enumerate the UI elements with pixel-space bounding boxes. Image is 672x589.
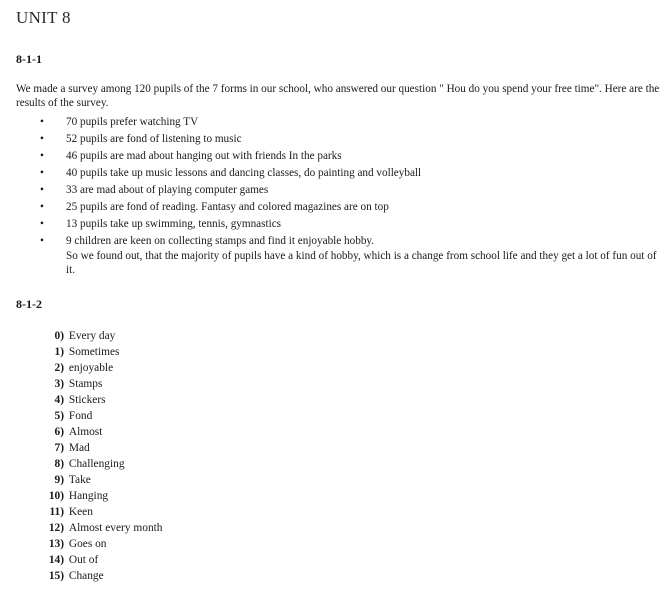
answer-item: [26, 472, 163, 488]
answer-word: Stamps: [68, 378, 103, 390]
survey-result-item: • 70 pupils prefer watching TV: [40, 114, 421, 131]
survey-result-item: • 9 children are keen on collecting stamps and find it enjoyable hobby.: [40, 233, 421, 250]
answer-word: Fond: [68, 410, 93, 422]
answer-word: Goes on: [68, 538, 107, 550]
answer-number: 14): [48, 554, 64, 566]
answer-word: Stickers: [68, 394, 106, 406]
section-heading-8-1-1: 8-1-1: [16, 52, 42, 66]
answer-number: 0): [54, 330, 64, 342]
answer-number: 9): [54, 474, 64, 486]
answer-number: 5): [54, 410, 64, 422]
answer-item: [26, 408, 163, 424]
answer-number: 2): [54, 362, 64, 374]
answer-item: [26, 392, 163, 408]
answer-word: Almost every month: [68, 522, 163, 534]
answer-item: [26, 328, 163, 344]
answer-number: 12): [48, 522, 64, 534]
survey-result-item: • 46 pupils are mad about hanging out with friends In the parks: [40, 148, 421, 165]
answer-item: [26, 520, 163, 536]
survey-results-list: [40, 114, 421, 250]
survey-conclusion: So we found out, that the majority of pupils have a kind of hobby, which is a change from school life and they get a lot of fun out of it.: [66, 250, 657, 276]
survey-result-item: • 40 pupils take up music lessons and dancing classes, do painting and volleyball: [40, 165, 421, 182]
answer-item: [26, 440, 163, 456]
answer-number: 10): [48, 490, 64, 502]
answer-word: Almost: [68, 426, 103, 438]
answer-item: [26, 504, 163, 520]
answer-item: [26, 360, 163, 376]
answer-item: [26, 456, 163, 472]
answer-number: 6): [54, 426, 64, 438]
answer-word: Change: [68, 570, 104, 582]
answer-item: [26, 536, 163, 552]
answer-item: [26, 344, 163, 360]
answer-number: 3): [54, 378, 64, 390]
answer-number: 4): [54, 394, 64, 406]
section-heading-8-1-2: 8-1-2: [16, 297, 42, 311]
survey-result-item: • 33 are mad about of playing computer games: [40, 182, 421, 199]
answer-number: 11): [49, 506, 64, 518]
answer-list: [26, 328, 163, 584]
answer-word: Hanging: [68, 490, 109, 502]
answer-word: Take: [68, 474, 91, 486]
survey-result-item: • 13 pupils take up swimming, tennis, gymnastics: [40, 216, 421, 233]
answer-word: Every day: [68, 330, 116, 342]
answer-item: [26, 552, 163, 568]
answer-number: 15): [48, 570, 64, 582]
answer-item: [26, 568, 163, 584]
survey-result-item: • 25 pupils are fond of reading. Fantasy and colored magazines are on top: [40, 199, 421, 216]
answer-item: [26, 376, 163, 392]
answer-number: 7): [54, 442, 64, 454]
answer-word: Mad: [68, 442, 90, 454]
answer-number: 1): [54, 346, 64, 358]
answer-word: Sometimes: [68, 346, 120, 358]
answer-item: [26, 424, 163, 440]
survey-result-item: • 52 pupils are fond of listening to music: [40, 131, 421, 148]
answer-word: Challenging: [68, 458, 125, 470]
answer-number: 8): [54, 458, 64, 470]
survey-intro: We made a survey among 120 pupils of the 7 forms in our school, who answered our question " Hou do you spend your free time". Here are the results of the survey.: [16, 83, 660, 109]
unit-title: UNIT 8: [16, 8, 71, 27]
answer-item: [26, 488, 163, 504]
answer-word: Keen: [68, 506, 93, 518]
answer-word: Out of: [68, 554, 99, 566]
answer-word: enjoyable: [68, 362, 114, 374]
answer-number: 13): [48, 538, 64, 550]
